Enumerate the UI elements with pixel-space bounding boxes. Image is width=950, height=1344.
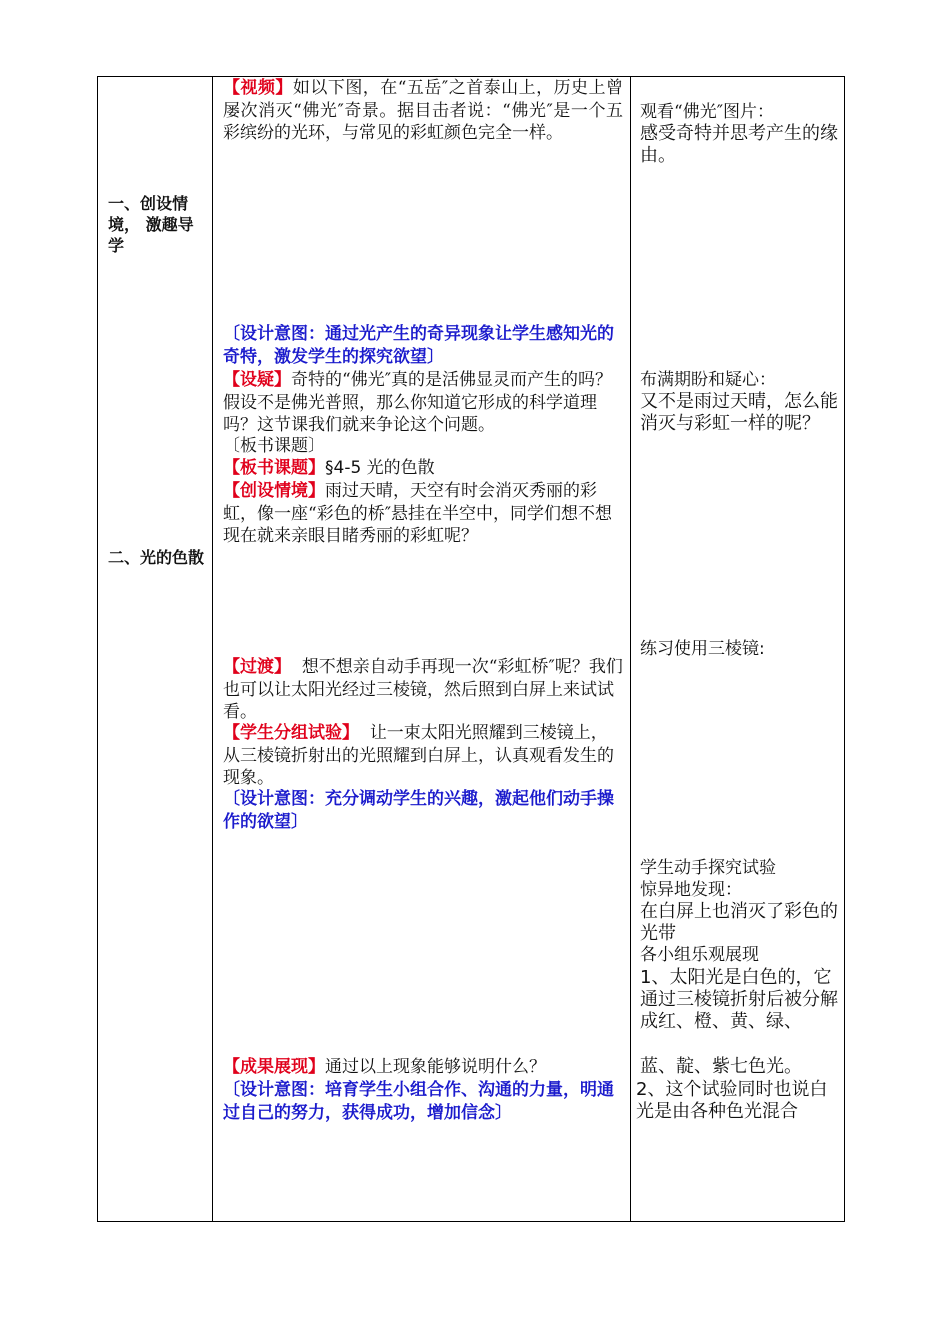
design-intent-3: 〔设计意图：培育学生小组合作、沟通的力量，明通过自己的努力，获得成功，增加信念〕 [223,1080,614,1123]
student-note-a2: 感受奇特并思考产生的缘由。 [640,123,838,166]
student-note-d4: 各小组乐观展现 [640,945,759,965]
doubt-block [223,369,623,437]
student-note-d7: 2、这个试验同时也说白光是由各种色光混合 [636,1079,828,1122]
section-title-1: 一、创设情境， 激趣导学 [108,194,194,255]
design-intent-1: 〔设计意图：通过光产生的奇异现象让学生感知光的奇特，激发学生的探究欲望〕 [223,324,614,367]
scene-tag: 【创设情境】 [223,481,325,501]
student-note-d1: 学生动手探究试验 [640,858,776,878]
result-tag: 【成果展现】 [223,1057,325,1077]
student-column [631,77,844,1221]
student-note-d3: 在白屏上也消灭了彩色的光带 [640,901,838,944]
transition-text: 想不想亲自动手再现一次“彩虹桥″呢？我们也可以让太阳光经过三棱镜，然后照到白屏上来试试看。 [223,657,623,722]
student-note-b1: 布满期盼和疑心： [640,370,776,390]
lesson-table [97,76,845,1222]
transition-tag: 【过渡】 [223,657,291,677]
board-title-block [223,457,623,480]
doubt-tag: 【设疑】 [223,370,291,390]
student-note-a1: 观看“佛光″图片： [640,102,775,122]
doubt-text: 奇特的“佛光″真的是活佛显灵而产生的吗？假设不是佛光普照，那么你知道它形成的科学道理吗？这节课我们就来争论这个问题。 [223,370,613,435]
student-note-d2: 惊异地发现： [640,880,742,900]
section-title-2: 二、光的色散 [108,548,205,567]
student-note-b2: 又不是雨过天晴，怎么能消灭与彩虹一样的呢？ [640,391,838,434]
student-note-c1: 练习使用三棱镜: [640,639,765,659]
scene-block [223,480,623,548]
transition-block [223,656,623,724]
result-text: 通过以上现象能够说明什么？ [325,1057,546,1077]
video-tag: 【视频】 [223,78,293,98]
video-text: 如以下图，在“五岳″之首泰山上，历史上曾屡次消灭“佛光″奇景。据目击者说：“佛光″是一个五彩缤纷的光环，与常见的彩虹颜色完全一样。 [223,78,623,143]
teacher-column [213,77,631,1221]
design-intent-2: 〔设计意图：充分调动学生的兴趣，激起他们动手操作的欲望〕 [223,789,614,832]
student-note-d5: 1、太阳光是白色的，它通过三棱镜折射后被分解成红、橙、黄、绿、 [640,967,838,1032]
board-tag: 【板书课题】 [223,458,325,478]
group-tag: 【学生分组试验】 [223,723,359,743]
group-experiment-block [223,722,623,790]
scene-text: 雨过天晴，天空有时会消灭秀丽的彩虹，像一座“彩色的桥″悬挂在半空中，同学们想不想现在就来亲眼目睹秀丽的彩虹呢？ [223,481,613,546]
board-note: 〔板书课题〕 [223,436,325,456]
board-text: §4-5 光的色散 [325,458,435,478]
section-column [98,77,213,1221]
student-note-d6: 蓝、靛、紫七色光。 [640,1056,802,1077]
video-block [223,77,623,145]
result-block [223,1056,623,1079]
group-text: 让一束太阳光照耀到三棱镜上，从三棱镜折射出的光照耀到白屏上，认真观看发生的现象。 [223,723,614,788]
